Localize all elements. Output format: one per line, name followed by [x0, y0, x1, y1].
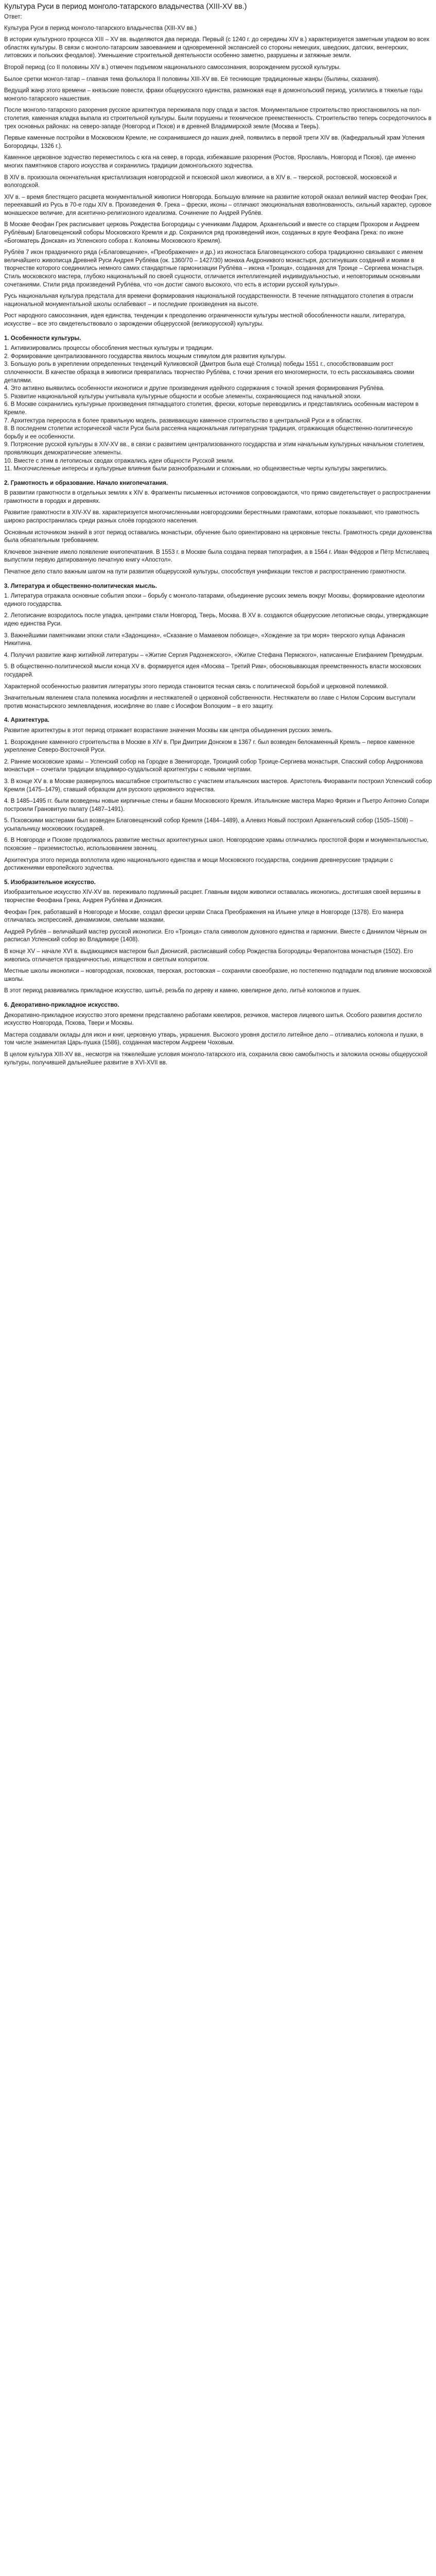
paragraph: Русь национальная культура предстала для времени формирования национальной государственности. В течение пятнадцатого столетия в отрасли национальной монументальной школы ослабевают – и последние произведения на высоте. [4, 293, 413, 308]
paragraph: Мастера создавали оклады для икон и книг, церковную утварь, украшения. Высокого уровня достигло литейное дело – отливались колокола и пушки, в том числе знаменитая Царь-пушка (1586), созданная мастером Андреем Чоховым. [4, 1031, 424, 1046]
paragraph: 1. Литература отражала основные события эпохи – борьбу с монголо-татарами, объединение русских земель вокруг Москвы, формирование идеологии единого государства. [4, 593, 425, 607]
paragraph: 3. В конце XV в. в Москве развернулось масштабное строительство с участием итальянских мастеров. Аристотель Фиораванти построил Успенский собор Кремля (1475–1479), ставший образцом для русского церковного зодчества. [4, 778, 432, 793]
paragraph: Феофан Грек, работавший в Новгороде и Москве, создал фрески церкви Спаса Преображения на Ильине улице в Новгороде (1378). Его манера отличалась экспрессией, динамизмом, смелыми мазками. [4, 909, 404, 924]
list-item: 6. В Москве сохранились культурные произведения пятнадцатого столетия, фрески, которые переводились и представлялись особенным мастером в Кремле. [4, 401, 418, 416]
paragraph: Архитектура этого периода воплотила идею национального единства и мощи Московского государства, соединив древнерусские традиции с достижениями европейского зодчества. [4, 857, 393, 872]
paragraph: В XIV в. произошла окончательная кристаллизация новгородской и псковской школ живописи, а в XIV в. – тверской, ростовской, московской и вологодской. [4, 174, 397, 189]
paragraph: Каменное церковное зодчество переместилось с юга на север, в города, избежавшие разорения (Ростов, Ярославль, Новгород и Псков), где именно многих памятников старого искусства и сохранились традиции домонгольского зодчества. [4, 155, 416, 169]
paragraph: В Москве Феофан Грек расписывает церковь Рождества Богородицы с учениками Ладаром, Архангельский и вместе со старцем Прохором и Андреем Рублёвым) Благовещенский соборы Московского Кремля и др. Сохранился ряд произведений икон, созданных в круге Феофана Грека: по иконе «Богоматерь Донская» из Успенского собора г. Коломны Московского Кремля). [4, 222, 420, 244]
paragraph: Ключевое значение имело появление книгопечатания. В 1553 г. в Москве была создана первая типография, а в 1564 г. Иван Фёдоров и Пётр Мстиславец выпустили первую датированную печатную книгу «Апостол». [4, 549, 429, 564]
paragraph: Культура Руси в период монголо-татарского владычества (XIII-XV вв.) [4, 25, 197, 31]
list-item: 10. Вместе с этим в летописных сводах отражались идеи общности Русской земли. [4, 457, 235, 464]
paragraph: Второй период (со II половины XIV в.) отмечен подъемом национального самосознания, возрождением русской культуры. [4, 64, 341, 71]
paragraph: XIV в. – время блестящего расцвета монументальной живописи Новгорода. Большую влияние на развитие которой оказал великий мастер Феофан Грек, переехавший из Русь в 70-е годы XIV в. Произведения Ф. Грека – фрески, иконы – отличают эмоциональная взволнованность, сильный характер, суровое монашеское величие, для аскетично-религиозного идеализма. Сочинение по Андрей Рублёв. [4, 194, 432, 216]
paragraph: 5. В общественно-политической мысли конца XV в. формируется идея «Москва – Третий Рим», обосновывающая преемственность власти московских государей. [4, 664, 422, 678]
section-heading: 6. Декоративно-прикладное искусство. [4, 1002, 119, 1008]
document-title: Культура Руси в период монголо-татарского владычества (XIII-XV вв.) [4, 3, 247, 11]
paragraph: Рост народного самосознания, идея единства, тенденции к преодолению ограниченности культуры местной обособленности нашли, литература, искусстве – все это свидетельствовало о зарождении общерусской (великорусской) культуры. [4, 313, 406, 327]
document-body [4, 25, 433, 1067]
section-heading: 4. Архитектура. [4, 717, 49, 724]
list-item: 9. Потрясение русской культуры в XIV-XV вв., в связи с развитием централизованного государства и этим начальным культурных начальном столетием, проявляющих демократические элементы. [4, 442, 425, 456]
list-item: 7. Архитектура переросла в более правильную модель, развивающую каменное строительство в центральной Руси и в областях. [4, 417, 363, 424]
paragraph: 2. Ранние московские храмы – Успенский собор на Городке в Звенигороде, Троицкий собор Троице-Сергиева монастыря, Спасский собор Андроникова монастыря – сочетали традиции владимиро-суздальской архитектуры с новыми чертами. [4, 758, 423, 773]
list-item: 4. Это активно выявились особенности иконописи и другие произведения идейного содержания с точкой зрения формирования Рублёва. [4, 385, 385, 392]
paragraph: Развитие грамотности в XIV-XV вв. характеризуется многочисленными новгородскими берестяными грамотами, которые показывают, что грамотность широко распространилась среди разных слоёв городского населения. [4, 510, 420, 524]
paragraph: Печатное дело стало важным шагом на пути развития общерусской культуры, способствуя унификации текстов и распространению грамотности. [4, 569, 406, 575]
list-item: 11. Многочисленные интересы и культурные влияния были разнообразными и сложными, но общеизвестные черты культуры закрепились. [4, 466, 388, 472]
paragraph: 1. Возрождение каменного строительства в Москве в XIV в. При Дмитрии Донском в 1367 г. был возведен белокаменный Кремль – первое каменное укрепление Северо-Восточной Руси. [4, 739, 415, 754]
paragraph: Основным источником знаний в этот период оставались монастыри, обучение было ориентировано на церковные тексты. Грамотность среди духовенства была обязательным требованием. [4, 529, 432, 544]
section-heading: 5. Изобразительное искусство. [4, 879, 96, 886]
paragraph: В этот период развивались прикладное искусство, шитьё, резьба по дереву и камню, ювелирное дело, литьё колоколов и пушек. [4, 988, 361, 994]
paragraph: 4. Получил развитие жанр житийной литературы – «Житие Сергия Радонежского», «Житие Стефана Пермского», написанные Епифанием Премудрым. [4, 652, 424, 658]
list-item: 5. Развитие национальной культуры учитывала культурные общности и особые элементы, сохраняющиеся под начальной эпохи. [4, 393, 362, 400]
list-item: 2. Формирование централизованного государства явилось мощным стимулом для развития культуры. [4, 353, 287, 360]
paragraph: Рублёв 7 икон праздничного ряда («Благовещение», «Преображение» и др.) из иконостаса Благовещенского собора традиционно связывают с именем величайшего живописца Древней Руси Андрея Рублёва (ок. 1360/70 – 1427/30) монаха Андрониквого монастыря, достигнувших созданий и моими в творчестве которого соединились немного самих стандартные гармонизации Рублёва – икона «Троица», созданная для Троице – Сергиева монастыря. Стиль московского мастера, глубоко национальный по своей сущности, отличается интеллигенцией индивидуальностью, и неповторимым основными сочетаниями. Стили ряда произведений Рублёва, что «он достиг самого высокого, что есть в истории русской культуры». [4, 249, 424, 288]
section-heading: 2. Грамотность и образование. Начало книгопечатания. [4, 480, 168, 486]
paragraph: 4. В 1485–1495 гг. были возведены новые кирпичные стены и башни Московского Кремля. Итальянские мастера Марко Фрязин и Пьетро Антонио Солари построили Грановитую палату (1487–1491). [4, 798, 429, 812]
paragraph: Былое сретки монгол-татар – главная тема фольклора II половины XIII-XV вв. Её тесниющие традиционные жанры (былины, сказания). [4, 76, 380, 82]
paragraph: Значительным явлением стала полемика иосифлян и нестяжателей о церковной собственности. Нестяжатели во главе с Нилом Сорским выступали против монастырского землевладения, иосифляне во главе с Иосифом Волоцким – в его защиту. [4, 695, 415, 709]
paragraph: 3. Важнейшими памятниками эпохи стали «Задонщина», «Сказание о Мамаевом побоище», «Хождение за три моря» тверского купца Афанасия Никитина. [4, 632, 405, 647]
list-item: 1. Активизировались процессы обособления местных культуры и традиции. [4, 345, 214, 352]
paragraph: В целом культура XIII-XV вв., несмотря на тяжелейшие условия монголо-татарского ига, сохранила свою самобытность и заложила основы общерусской культуры, получившей дальнейшее развитие в XVI-XVII вв. [4, 1051, 428, 1066]
section-heading: 1. Особенности культуры. [4, 335, 81, 342]
paragraph: Декоративно-прикладное искусство этого времени представлено работами ювелиров, резчиков, мастеров лицевого шитья. Особого развития достигло искусство Новгорода, Пскова, Твери и Москвы. [4, 1012, 422, 1027]
paragraph: 5. Псковскими мастерами был возведен Благовещенский собор Кремля (1484–1489), а Алевиз Новый построил Архангельский собор (1505–1508) – усыпальницу московских государей. [4, 818, 413, 832]
section-heading: 3. Литература и общественно-политическая мысль. [4, 583, 158, 589]
paragraph: Местные школы иконописи – новгородская, псковская, тверская, ростовская – сохраняли своеобразие, но постепенно подпадали под влияние московской школы. [4, 968, 432, 982]
list-item: 3. Большую роль в укреплении определенных тенденций Куликовской (Дмитров была ещё Столица) победы 1551 г., способствовавшим рост сплоченности. В качестве образца в живописи превратилась творчество Рублёва, с точки зрения его многомерности, то есть рассказываясь своими деталями. [4, 361, 414, 384]
paragraph: Андрей Рублёв – величайший мастер русской иконописи. Его «Троица» стала символом духовного единства и гармонии. Вместе с Даниилом Чёрным он расписал Успенский собор во Владимире (1408). [4, 928, 427, 943]
paragraph: 6. В Новгороде и Пскове продолжалось развитие местных архитектурных школ. Новгородские храмы отличались простотой форм и монументальностью, псковские – приземистостью, использованием звонниц. [4, 837, 429, 852]
paragraph: Характерной особенностью развития литературы этого периода становится тесная связь с политической борьбой и церковной полемикой. [4, 683, 389, 690]
paragraph: После монголо-татарского разорения русское архитектура переживала пору спада и застоя. Монументальное строительство приостановилось на пол-столетия, каменная кладка выпала из строительной культуры. Были порушены и техническое преемственность. Строительство теперь сосредоточилось в трех основных районах: на северо-западе (Новгород и Псков) и в древней Владимирской земле (Москва и Тверь). [4, 107, 432, 130]
paragraph: В развитии грамотности в отдельных землях к XIV в. Фрагменты письменных источников сопровождаются, что прямо свидетельствует о распространении грамотности в городах и деревнях. [4, 490, 431, 504]
paragraph: Развитие архитектуры в этот период отражает возрастание значения Москвы как центра объединения русских земель. [4, 727, 333, 734]
answer-label: Ответ: [4, 14, 22, 20]
paragraph: Первые каменные постройки в Московском Кремле, не сохранившиеся до наших дней, появились в первой трети XIV вв. (Кафедральный храм Успения Богородицы, 1326 г.). [4, 135, 425, 149]
paragraph: Ведущий жанр этого времени – князьские повести, фраки общерусского единства, размножая еще в домонгольский период, усилились в тяжелые годы монголо-татарского нашествия. [4, 88, 423, 102]
document-page [0, 0, 436, 1081]
paragraph: В конце XV – начале XVI в. выдающимся мастером был Дионисий, расписавший собор Рождества Богородицы Ферапонтова монастыря (1502). Его живопись отличается праздничностью, изяществом и светлым колоритом. [4, 948, 413, 963]
paragraph: 2. Летописание возродилось после упадка, центрами стали Новгород, Тверь, Москва. В XV в. создаются общерусские летописные своды, утверждающие идею единства Руси. [4, 613, 429, 627]
list-item: 8. В последнем столетии исторической части Руси была рассеяна национальная литературная традиция, отражающая общественно-политическую борьбу и ее особенности. [4, 426, 413, 440]
paragraph: В истории культурного процесса XIII – XV вв. выделяются два периода. Первый (с 1240 г. до середины XIV в.) характеризуется заметным упадком во всех областях культуры. В связи с монголо-татарским завоеванием и одновременной экспансией со стороны немецких, шведских, датских, венгерских, литовских и польских феодалов). Уменьшение строительной деятельности особенно заметно, разрушены и затяжные земли. [4, 37, 430, 59]
paragraph: Изобразительное искусство XIV-XV вв. переживало подлинный расцвет. Главным видом живописи оставалась иконопись, достигшая своей вершины в творчестве Феофана Грека, Андрея Рублёва и Дионисия. [4, 889, 421, 904]
